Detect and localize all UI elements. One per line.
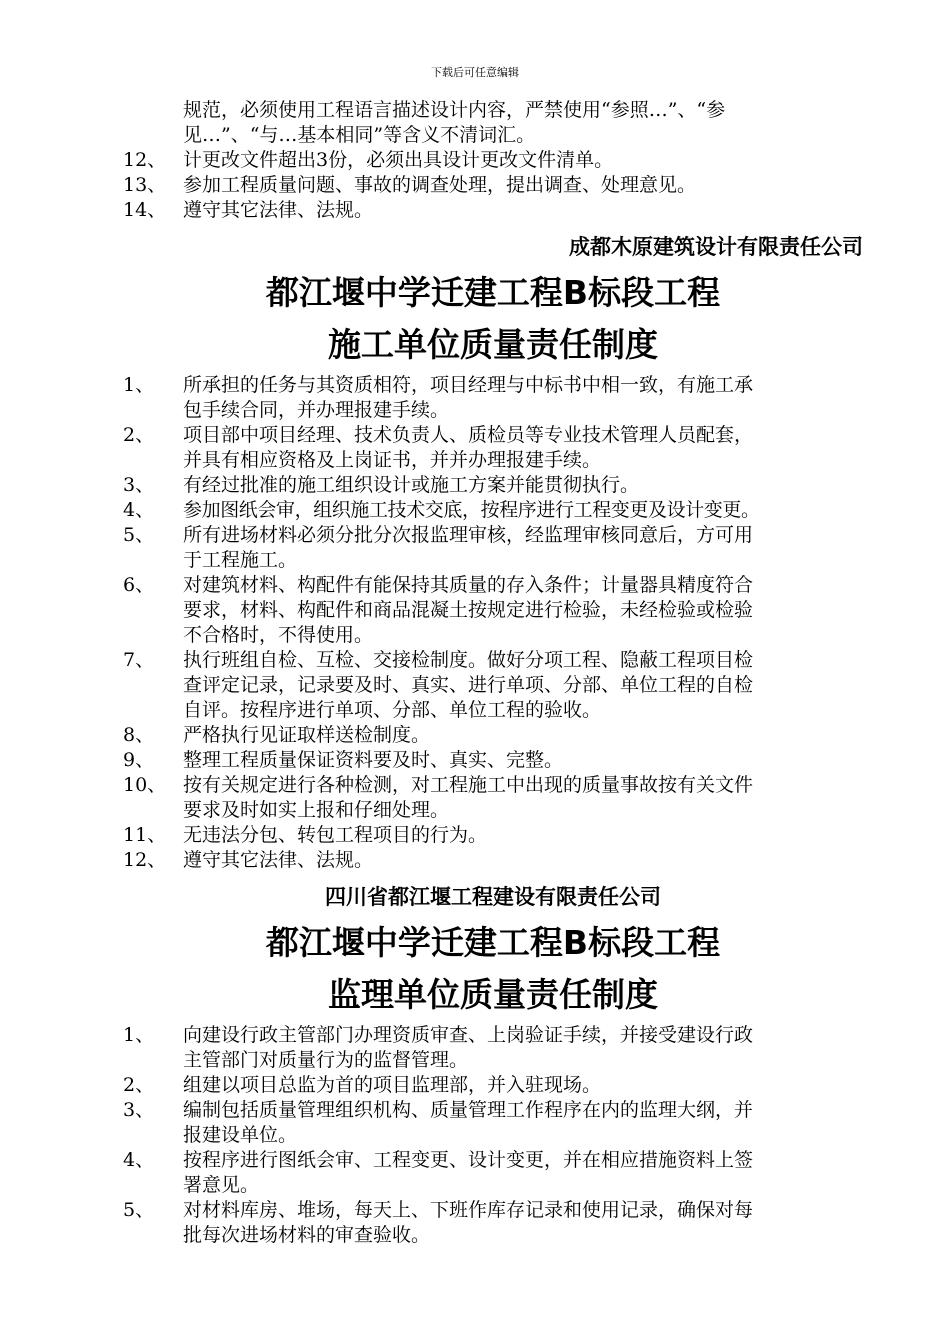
item-text-continued: 批每次进场材料的审查验收。 [183,1224,431,1246]
header-note: 下载后可任意编辑 [431,66,519,79]
item-text: 向建设行政主管部门办理资质审查、上岗验证手续，并接受建设行政 [183,1024,754,1046]
item-number: 4、 [123,1149,155,1171]
list-item [123,198,863,223]
continuation-line: 见…”、“与…基本相同”等含义不清词汇。 [183,124,536,146]
supervision-section [123,917,863,1248]
item-text: 组建以项目总监为首的项目监理部，并入驻现场。 [183,1074,602,1096]
construction-section [123,267,863,911]
item-text-continued: 包手续合同，并办理报建手续。 [183,399,450,421]
list-item [123,1098,863,1123]
item-number: 10、 [123,774,167,796]
item-text: 遵守其它法律、法规。 [183,849,374,871]
item-number: 4、 [123,499,155,521]
item-text: 计更改文件超出3份，必须出具设计更改文件清单。 [183,149,614,171]
item-text: 编制包括质量管理组织机构、质量管理工作程序在内的监理大纲，并 [183,1099,754,1121]
list-item [123,423,863,448]
list-item [123,573,863,598]
supervision-title-line1: 都江堰中学迁建工程B标段工程 [265,923,721,962]
list-item [123,1023,863,1048]
item-text-continued: 要求，材料、构配件和商品混凝土按规定进行检验，未经检验或检验 [183,599,754,621]
item-number: 9、 [123,749,155,771]
item-text: 执行班组自检、互检、交接检制度。做好分项工程、隐蔽工程项目检 [183,649,754,671]
list-item [123,748,863,773]
item-number: 11、 [123,824,167,846]
list-item [123,523,863,548]
list-item [123,648,863,673]
item-text-continued: 于工程施工。 [183,549,298,571]
item-number: 2、 [123,1074,155,1096]
item-number: 1、 [123,374,155,396]
item-number: 12、 [123,849,167,871]
item-text: 对建筑材料、构配件有能保持其质量的存入条件；计量器具精度符合 [183,574,754,596]
list-item [123,723,863,748]
list-item [123,148,863,173]
list-item [123,1198,863,1223]
list-item [123,373,863,398]
continuation-line: 规范，必须使用工程语言描述设计内容，严禁使用“参照…”、“参 [183,99,726,121]
list-item [123,1148,863,1173]
item-number: 5、 [123,1199,155,1221]
item-number: 14、 [123,199,167,221]
item-text: 所有进场材料必须分批分次报监理审核，经监理审核同意后，方可用 [183,524,754,546]
item-text: 有经过批准的施工组织设计或施工方案并能贯彻执行。 [183,474,640,496]
item-number: 7、 [123,649,155,671]
item-text: 遵守其它法律、法规。 [183,199,374,221]
item-number: 12、 [123,149,167,171]
construction-company-signature: 四川省都江堰工程建设有限责任公司 [325,885,661,909]
item-number: 1、 [123,1024,155,1046]
list-item [123,173,863,198]
item-text-continued: 署意见。 [183,1174,260,1196]
item-text: 按有关规定进行各种检测，对工程施工中出现的质量事故按有关文件 [183,774,754,796]
item-text-continued: 不合格时，不得使用。 [183,624,374,646]
list-item [123,1073,863,1098]
item-number: 6、 [123,574,155,596]
item-text-continued: 自评。按程序进行单项、分部、单位工程的验收。 [183,699,602,721]
item-text: 整理工程质量保证资料要及时、真实、完整。 [183,749,564,771]
construction-title-line1: 都江堰中学迁建工程B标段工程 [265,273,721,312]
document-body [123,98,863,1248]
construction-title-line2: 施工单位质量责任制度 [328,325,658,364]
item-number: 8、 [123,724,155,746]
supervision-title-line2: 监理单位质量责任制度 [328,975,658,1014]
item-text: 参加工程质量问题、事故的调查处理，提出调查、处理意见。 [183,174,697,196]
list-item [123,848,863,873]
item-number: 5、 [123,524,155,546]
item-text: 按程序进行图纸会审、工程变更、设计变更，并在相应措施资料上签 [183,1149,754,1171]
item-text: 所承担的任务与其资质相符，项目经理与中标书中相一致，有施工承 [183,374,754,396]
item-text: 对材料库房、堆场，每天上、下班作库存记录和使用记录，确保对每 [183,1199,754,1221]
item-number: 13、 [123,174,167,196]
design-continuation [123,98,863,261]
design-company-signature: 成都木原建筑设计有限责任公司 [569,235,863,259]
item-text-continued: 查评定记录，记录要及时、真实、进行单项、分部、单位工程的自检 [183,674,754,696]
list-item [123,473,863,498]
list-item [123,498,863,523]
list-item [123,773,863,798]
item-number: 3、 [123,1099,155,1121]
item-text: 严格执行见证取样送检制度。 [183,724,431,746]
item-text-continued: 并具有相应资格及上岗证书，并并办理报建手续。 [183,449,602,471]
list-item [123,823,863,848]
item-number: 3、 [123,474,155,496]
item-text-continued: 主管部门对质量行为的监督管理。 [183,1049,469,1071]
item-text-continued: 报建设单位。 [183,1124,298,1146]
item-text: 参加图纸会审，组织施工技术交底，按程序进行工程变更及设计变更。 [183,499,760,521]
item-number: 2、 [123,424,155,446]
item-text: 项目部中项目经理、技术负责人、质检员等专业技术管理人员配套， [183,424,754,446]
item-text-continued: 要求及时如实上报和仔细处理。 [183,799,450,821]
item-text: 无违法分包、转包工程项目的行为。 [183,824,488,846]
